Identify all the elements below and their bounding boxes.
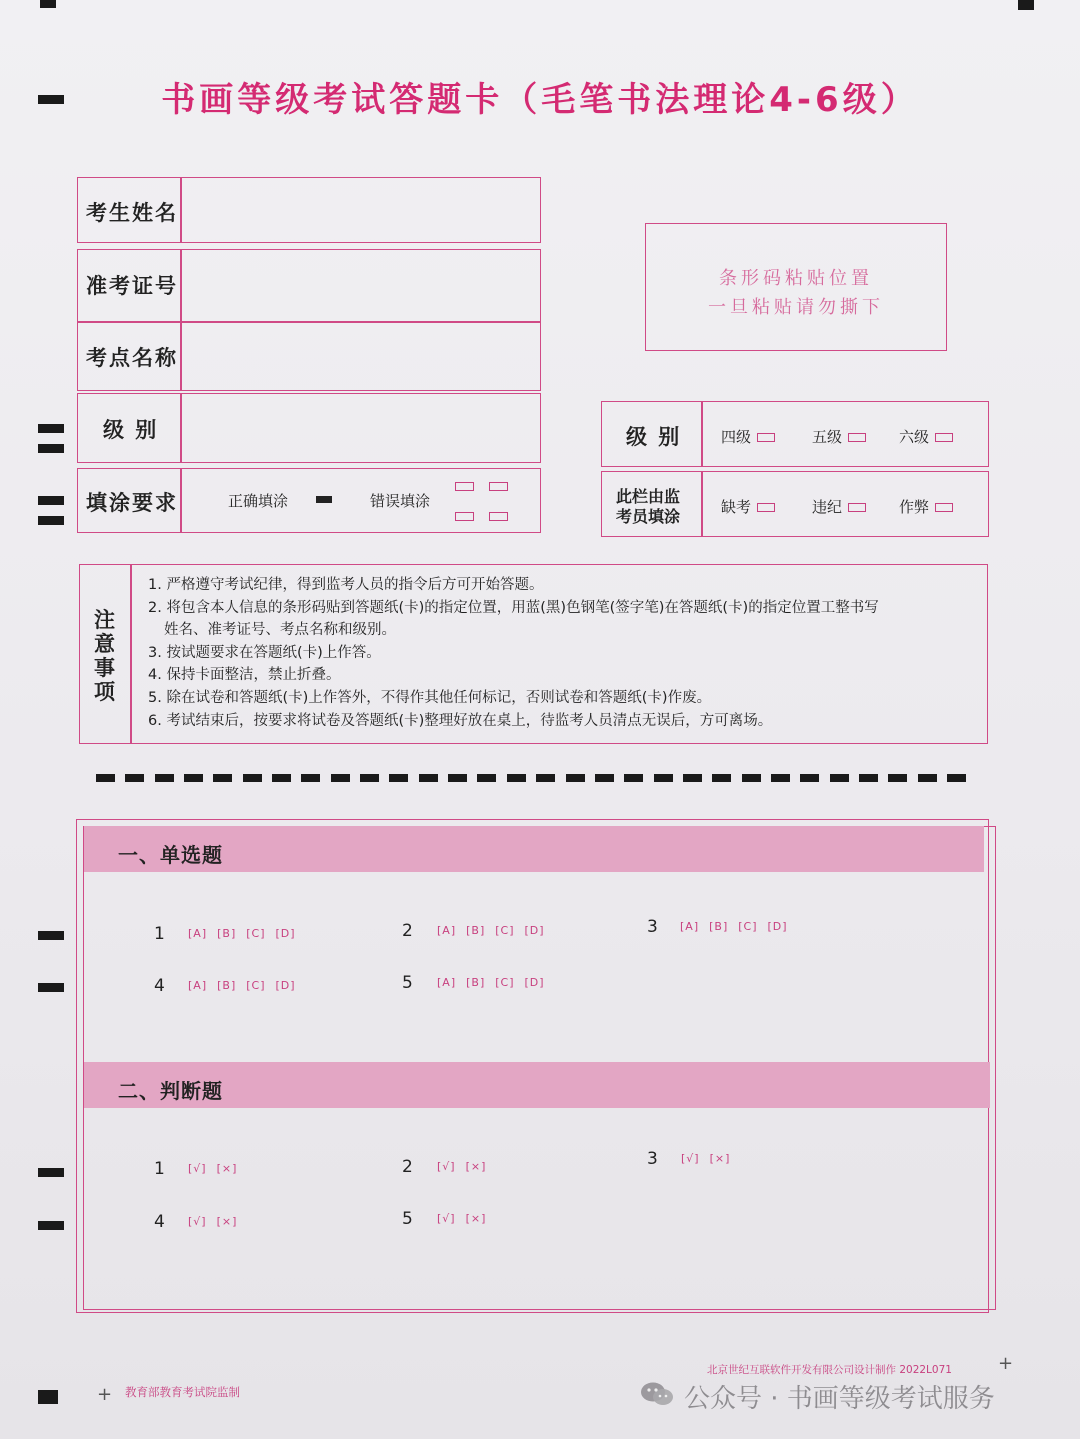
single-choice-options[interactable]: [A] [B] [C] [D] [680, 920, 788, 933]
single-choice-options[interactable]: [A] [B] [C] [D] [188, 927, 296, 940]
exam-site-label: 考点名称 [86, 346, 178, 370]
section2-title: 二、判断题 [118, 1079, 223, 1103]
true-false-options[interactable]: [√] [×] [437, 1160, 487, 1173]
bubble-icon [848, 503, 866, 512]
notes-list [148, 574, 879, 732]
timing-mark [38, 424, 64, 433]
question-number: 5 [402, 1209, 413, 1229]
wechat-icon [640, 1381, 674, 1407]
proctor-option-absent[interactable]: 缺考 [721, 496, 775, 517]
level-option-4[interactable]: 四级 [721, 426, 775, 447]
note-item: 5. 除在试卷和答题纸(卡)上作答外，不得作其他任何标记，否则试卷和答题纸(卡)作废。 [148, 689, 712, 706]
wrong-fill-sample [489, 512, 508, 521]
barcode-line1: 条形码粘贴位置 [719, 268, 873, 289]
note-item: 3. 按试题要求在答题纸(卡)上作答。 [148, 644, 381, 661]
wrong-fill-sample [455, 482, 474, 491]
name-label: 考生姓名 [86, 201, 178, 225]
question-number: 2 [402, 921, 413, 941]
true-false-options[interactable]: [√] [×] [188, 1162, 238, 1175]
bubble-icon [935, 433, 953, 442]
timing-mark [38, 983, 64, 992]
footer-supervisor: 教育部教育考试院监制 [125, 1385, 240, 1399]
timing-mark [38, 931, 64, 940]
note-item: 2. 将包含本人信息的条形码贴到答题纸(卡)的指定位置，用蓝(黑)色钢笔(签字笔)在答题纸(卡)的指定位置工整书写 [148, 599, 879, 616]
note-item: 1. 严格遵守考试纪律，得到监考人员的指令后方可开始答题。 [148, 577, 544, 593]
timing-mark [1018, 0, 1034, 10]
correct-fill-sample [316, 496, 332, 503]
wrong-fill-sample [455, 512, 474, 521]
level-label: 级 别 [103, 418, 159, 442]
wrong-fill-sample [489, 482, 508, 491]
bubble-icon [935, 503, 953, 512]
barcode-area [645, 223, 947, 351]
proctor-label-line1: 此栏由监 [616, 487, 681, 506]
cut-line [96, 774, 966, 783]
section1-title: 一、单选题 [118, 843, 223, 867]
correct-fill-label: 正确填涂 [228, 492, 289, 510]
question-number: 1 [154, 1159, 165, 1179]
true-false-options[interactable]: [√] [×] [681, 1152, 731, 1165]
level-option-5[interactable]: 五级 [812, 426, 866, 447]
timing-mark [38, 1221, 64, 1230]
timing-mark [38, 1168, 64, 1177]
fill-requirement-label: 填涂要求 [86, 491, 178, 515]
proctor-label-line2: 考员填涂 [616, 507, 681, 526]
ticket-number-label: 准考证号 [86, 274, 178, 298]
note-item: 姓名、准考证号、考点名称和级别。 [164, 622, 396, 639]
question-number: 3 [647, 1149, 658, 1169]
single-choice-options[interactable]: [A] [B] [C] [D] [437, 924, 545, 937]
timing-mark [38, 1390, 58, 1404]
bubble-icon [848, 433, 866, 442]
timing-mark [38, 516, 64, 525]
footer-designer: 北京世纪互联软件开发有限公司设计制作 2022L071 [707, 1364, 952, 1376]
question-number: 1 [154, 924, 165, 944]
question-number: 4 [154, 976, 165, 996]
proctor-option-violation[interactable]: 违纪 [812, 496, 866, 517]
question-number: 3 [647, 917, 658, 937]
bubble-icon [757, 503, 775, 512]
plus-mark-icon: + [998, 1353, 1014, 1374]
timing-mark [38, 95, 64, 104]
barcode-line2: 一旦粘贴请勿撕下 [708, 297, 884, 318]
plus-mark-icon: + [97, 1384, 113, 1405]
question-number: 2 [402, 1157, 413, 1177]
level-option-6[interactable]: 六级 [899, 426, 953, 447]
note-item: 4. 保持卡面整洁，禁止折叠。 [148, 667, 341, 684]
level-select-label: 级 别 [626, 425, 682, 449]
question-number: 4 [154, 1212, 165, 1232]
watermark-text: 公众号 · 书画等级考试服务 [684, 1384, 995, 1414]
notes-title: 注 意 事 项 [94, 608, 117, 704]
bubble-icon [757, 433, 775, 442]
timing-mark [38, 496, 64, 505]
true-false-options[interactable]: [√] [×] [437, 1212, 487, 1225]
question-number: 5 [402, 973, 413, 993]
single-choice-options[interactable]: [A] [B] [C] [D] [437, 976, 545, 989]
timing-mark [40, 0, 56, 8]
wrong-fill-label: 错误填涂 [370, 492, 431, 510]
sheet-title: 书画等级考试答题卡（毛笔书法理论4-6级） [161, 80, 919, 120]
note-item: 6. 考试结束后，按要求将试卷及答题纸(卡)整理好放在桌上，待监考人员清点无误后，方可离场。 [148, 712, 773, 729]
single-choice-options[interactable]: [A] [B] [C] [D] [188, 979, 296, 992]
proctor-option-cheating[interactable]: 作弊 [899, 496, 953, 517]
timing-mark [38, 444, 64, 453]
true-false-options[interactable]: [√] [×] [188, 1215, 238, 1228]
